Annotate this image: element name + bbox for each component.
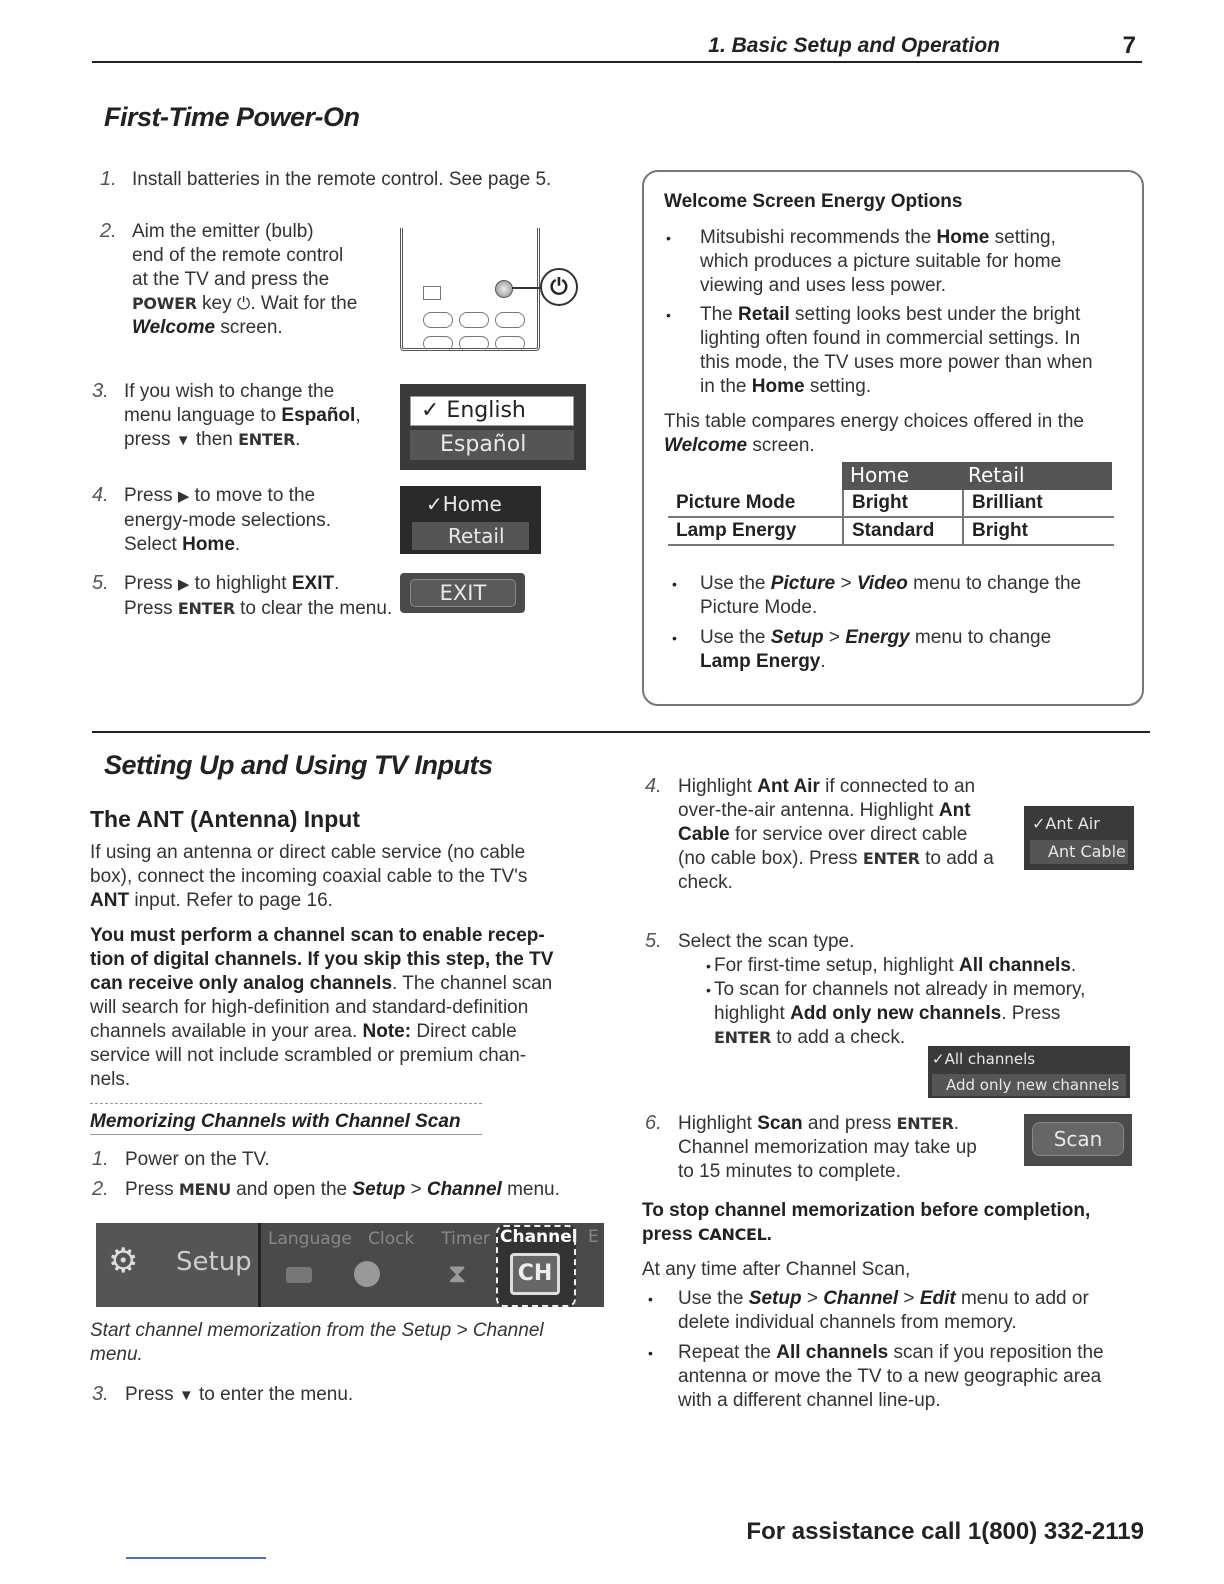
step-number: 4. [92,484,109,506]
setup-menu-caption: Start channel memorization from the Setup > Channel menu. [90,1320,544,1365]
energy-bullet-picture: Use the Picture > Video menu to change the Picture Mode. [700,573,1082,618]
menu-tab-partial: E [588,1227,599,1247]
step-2-text: Aim the emitter (bulb) end of the remote control at the TV and press the POWER key ⏻. Wait for the Welcome screen. [132,221,358,338]
scan-option-new: To scan for channels not already in memory, highlight Add only new channels. Press ENTER to add a check. [714,979,1086,1048]
header-rule [92,61,1142,63]
chapter-title: 1. Basic Setup and Operation [708,34,1000,57]
table-cell: Brilliant [963,490,1114,517]
down-arrow-icon: ▼ [178,1387,194,1404]
step-number: 5. [92,572,109,594]
section-rule [92,731,1150,733]
table-header-retail: Retail [968,463,1025,487]
language-menu [400,384,586,470]
menu-item-all-channels[interactable]: ✓All channels [932,1050,1036,1068]
ant-intro-paragraph: If using an antenna or direct cable service (no cable box), connect the incoming coaxial cable to the TV's ANT input. Refer to page 16. [90,842,528,911]
menu-item-retail[interactable]: Retail [412,522,529,550]
bullet-icon: • [666,230,671,246]
menu-divider [258,1223,261,1307]
ant-input-heading: The ANT (Antenna) Input [90,806,360,832]
menu-item-english[interactable]: ✓ English [410,396,574,426]
step-number: 2. [92,1178,109,1200]
remote-control-illustration [400,228,540,351]
setup-label[interactable]: Setup [176,1247,252,1277]
exit-button-image [400,573,525,613]
bullet-icon: • [666,307,671,323]
step-number: 6. [645,1112,662,1134]
energy-bullet-retail: The Retail setting looks best under the bright lighting often found in commercial settings. In this mode, the TV uses more power than when in the Home setting. [700,304,1093,397]
memorizing-heading: Memorizing Channels with Channel Scan [90,1111,461,1132]
table-cell: Bright [963,517,1114,545]
menu-item-add-new-channels[interactable]: Add only new channels [932,1074,1126,1096]
step-number: 3. [92,1383,109,1405]
energy-bullet-lamp: Use the Setup > Energy menu to change Lamp Energy. [700,627,1052,672]
footer-link-line [126,1557,266,1559]
language-icon[interactable] [286,1267,312,1283]
emitter-bulb-icon [495,280,513,298]
bullet-icon: • [706,982,711,998]
pointer-line [512,287,542,289]
power-icon: ⏻ [236,294,251,313]
bullet-icon: • [648,1345,653,1361]
remote-button-icon [459,312,489,328]
step-5-text: Press ▶ to highlight EXIT. Press ENTER to clear the menu. [124,573,393,619]
table-cell-label: Picture Mode [668,490,843,517]
assistance-footer: For assistance call 1(800) 332-2119 [746,1518,1144,1545]
step-number: 3. [92,380,109,402]
scan-button[interactable]: Scan [1032,1122,1124,1156]
step-number: 4. [645,775,662,797]
menu-item-espanol[interactable]: Español [410,430,574,460]
step-4-ant-text: Highlight Ant Air if connected to an over-the-air antenna. Highlight Ant Cable for service over direct cable (no cable box). Press ENTER to add a check. [678,776,994,893]
timer-icon[interactable]: ⧗ [448,1259,467,1289]
gear-icon: ⚙ [108,1241,139,1281]
step-5-scan-type: Select the scan type. [678,931,855,952]
section-title-first-time: First-Time Power-On [104,102,360,132]
table-cell: Bright [843,490,963,517]
channel-tab-label: Channel [500,1227,578,1247]
table-cell: Standard [843,517,963,545]
right-arrow-icon: ▶ [177,576,190,593]
energy-options-heading: Welcome Screen Energy Options [664,191,963,212]
page-number: 7 [1122,32,1136,59]
setup-menu-bar [96,1223,604,1307]
bullet-icon: • [672,630,677,646]
step-4-text: Press ▶ to move to the energy-mode selections. Select Home. [124,485,331,555]
energy-bullet-home: Mitsubishi recommends the Home setting, which produces a picture suitable for home viewing and uses less power. [700,227,1062,296]
scan-option-all: For first-time setup, highlight All channels. [714,955,1077,976]
step-1-text: Install batteries in the remote control. See page 5. [132,169,552,190]
power-icon: ⏻ [540,268,578,306]
memo-step-2: Press MENU and open the Setup > Channel menu. [125,1179,560,1200]
remote-button-icon [423,336,453,351]
table-cell-label: Lamp Energy [668,517,843,545]
section-title-inputs: Setting Up and Using TV Inputs [104,750,493,780]
step-3-text: If you wish to change the menu language to Español, press ▼ then ENTER. [124,381,361,450]
step-number: 2. [100,220,117,242]
remote-button-icon [495,312,525,328]
channel-scan-warning: You must perform a channel scan to enable recep- tion of digital channels. If you skip this step, the TV can receive only analog channels. The channel scan will search for high-definition and standard-definition channels available in your area. Note: Direct cable service will not include scrambled or premium chan- nels. [90,925,554,1090]
step-number: 1. [100,168,117,190]
bullet-icon: • [648,1291,653,1307]
right-arrow-icon: ▶ [177,488,190,505]
step-number: 1. [92,1148,109,1170]
menu-item-ant-cable[interactable]: Ant Cable [1030,840,1128,864]
bullet-icon: • [672,576,677,592]
clock-icon[interactable] [354,1261,380,1287]
menu-tabs: Language Clock Timer [268,1229,490,1249]
table-header-home: Home [850,463,910,487]
subsection-rule [90,1103,482,1104]
remote-button-icon [459,336,489,351]
after-scan-repeat-bullet: Repeat the All channels scan if you reposition the antenna or move the TV to a new geographic area with a different channel line-up. [678,1342,1104,1411]
subsection-underline [90,1134,482,1135]
scan-type-menu [928,1046,1130,1098]
table-row [668,517,1114,545]
antenna-menu [1024,806,1134,870]
step-6-text: Highlight Scan and press ENTER. Channel memorization may take up to 15 minutes to complete. [678,1113,977,1182]
after-scan-edit-bullet: Use the Setup > Channel > Edit menu to add or delete individual channels from memory. [678,1288,1089,1333]
step-number: 5. [645,930,662,952]
stop-memorization-note: To stop channel memorization before completion, press CANCEL. [642,1200,1091,1245]
remote-button-icon [423,312,453,328]
menu-item-home[interactable]: ✓Home [426,492,502,516]
after-scan-intro: At any time after Channel Scan, [642,1259,911,1280]
exit-button[interactable]: EXIT [410,579,516,607]
menu-item-ant-air[interactable]: ✓Ant Air [1032,814,1100,833]
energy-mode-menu [400,486,541,554]
scan-button-image [1024,1114,1132,1166]
energy-table-intro: This table compares energy choices offered in the Welcome screen. [664,411,1084,456]
table-row [668,490,1114,517]
ch-icon: CH [510,1253,560,1295]
remote-button-icon [495,336,525,351]
memo-step-3: Press ▼ to enter the menu. [125,1384,354,1405]
down-arrow-icon: ▼ [175,432,191,449]
remote-button-icon [423,286,441,300]
memo-step-1: Power on the TV. [125,1149,270,1170]
energy-comparison-table [668,462,1114,546]
bullet-icon: • [706,958,711,974]
